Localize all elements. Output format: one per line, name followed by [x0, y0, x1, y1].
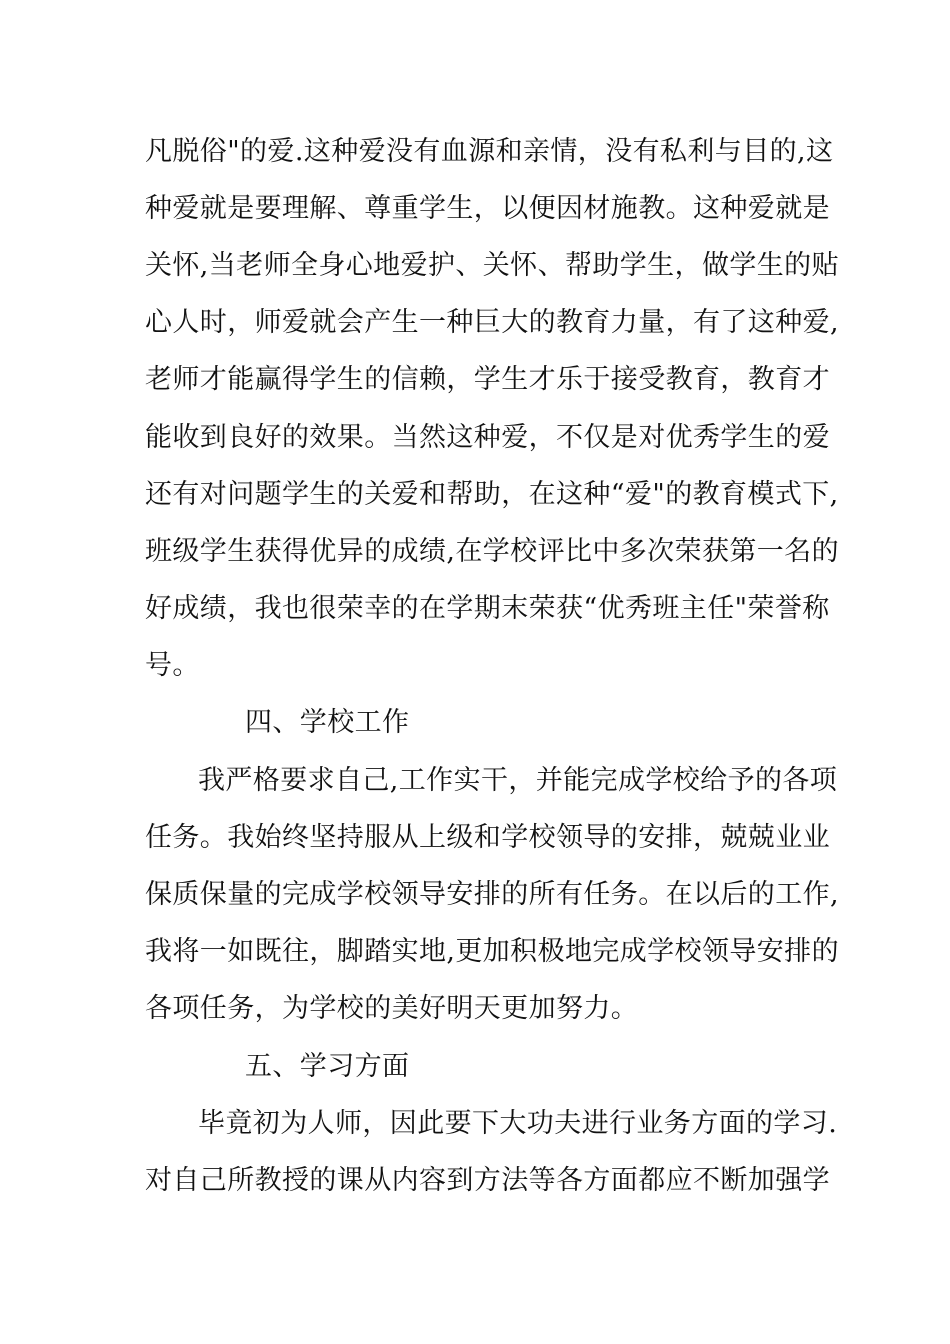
text-line: 对自己所教授的课从内容到方法等各方面都应不断加强学: [145, 1165, 830, 1196]
text-line: 还有对问题学生的关爱和帮助，在这种“爱"的教育模式下,: [145, 479, 839, 510]
text-line: 老师才能赢得学生的信赖，学生才乐于接受教育，教育才: [145, 364, 830, 395]
section-heading: 四、学校工作: [245, 707, 410, 738]
text-line: 心人时，师爱就会产生一种巨大的教育力量，有了这种爱,: [145, 307, 839, 338]
text-line: 班级学生获得优异的成绩,在学校评比中多次荣获第一名的: [145, 536, 839, 567]
text-line: 任务。我始终坚持服从上级和学校领导的安排，兢兢业业: [145, 822, 830, 853]
text-line: 我将一如既往，脚踏实地,更加积极地完成学校领导安排的: [145, 936, 839, 967]
text-line: 关怀,当老师全身心地爱护、关怀、帮助学生，做学生的贴: [145, 250, 839, 281]
text-line: 毕竟初为人师，因此要下大功夫进行业务方面的学习.: [198, 1108, 838, 1139]
text-line: 能收到良好的效果。当然这种爱，不仅是对优秀学生的爱: [145, 422, 830, 453]
text-line: 号。: [145, 650, 200, 681]
text-line: 各项任务，为学校的美好明天更加努力。: [145, 993, 639, 1024]
text-line: 凡脱俗"的爱.这种爱没有血源和亲情，没有私利与目的,这: [145, 136, 834, 167]
text-line: 种爱就是要理解、尊重学生，以便因材施教。这种爱就是: [145, 193, 830, 224]
text-line: 我严格要求自己,工作实干，并能完成学校给予的各项: [198, 765, 838, 796]
text-line: 好成绩，我也很荣幸的在学期末荣获“优秀班主任"荣誉称: [145, 593, 830, 624]
text-line: 保质保量的完成学校领导安排的所有任务。在以后的工作,: [145, 879, 839, 910]
section-heading: 五、学习方面: [245, 1051, 410, 1082]
